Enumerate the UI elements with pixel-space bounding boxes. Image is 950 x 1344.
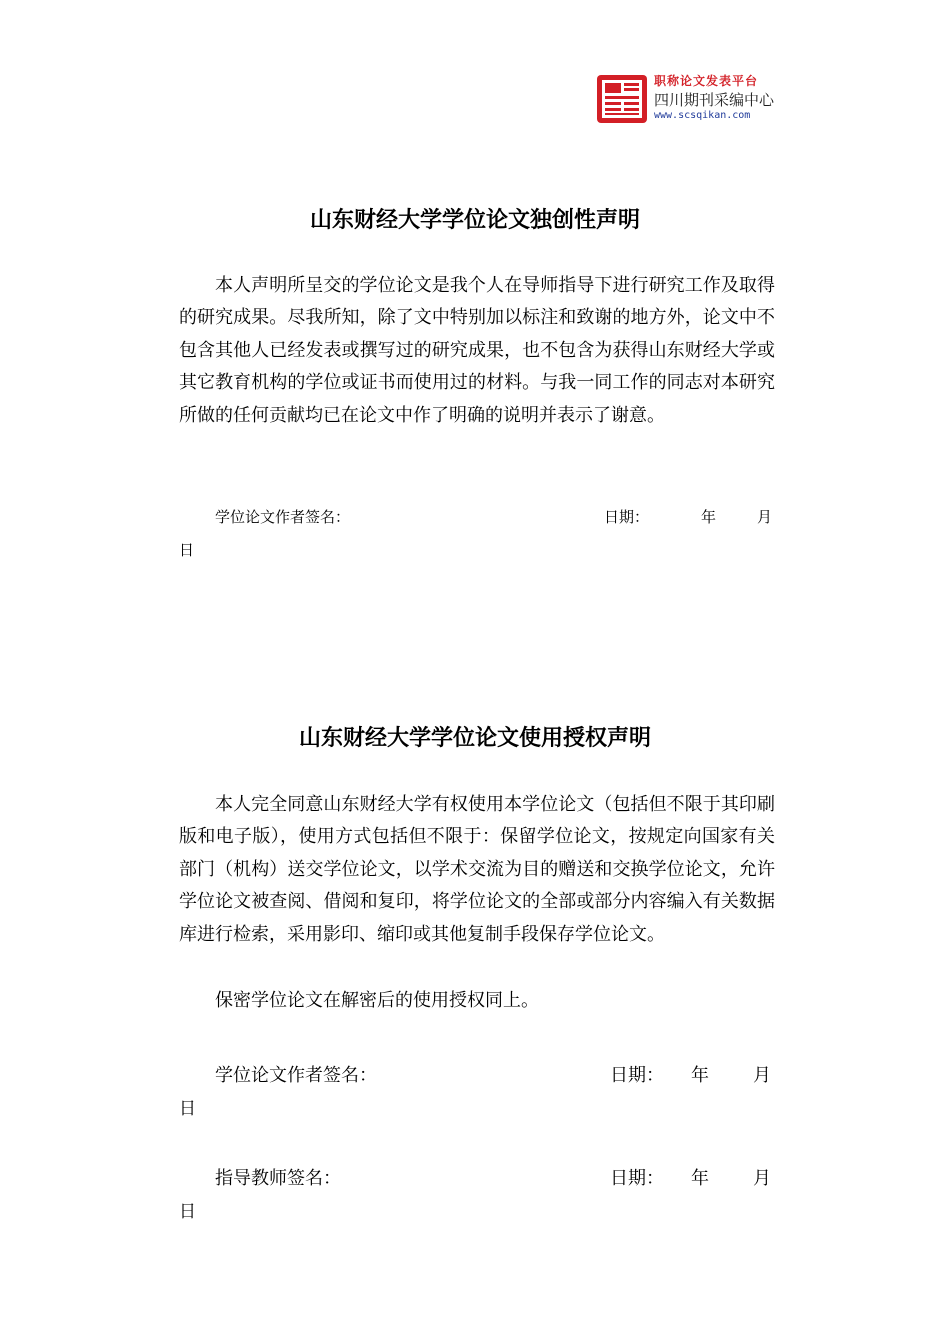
year-label: 年 (691, 1168, 709, 1189)
advisor-signature-line (179, 1164, 775, 1190)
year-label: 年 (691, 1065, 709, 1086)
originality-declaration-text: 本人声明所呈交的学位论文是我个人在导师指导下进行研究工作及取得的研究成果。尽我所知，除了文中特别加以标注和致谢的地方外，论文中不包含其他人已经发表或撰写过的研究成果，也不包含为获得山东财经大学或其它教育机构的学位或证书而使用过的材料。与我一同工作的同志对本研究所做的任何贡献均已在论文中作了明确的说明并表示了谢意。 (179, 275, 775, 426)
day-label: 日 (179, 1099, 196, 1119)
logo-name: 四川期刊采编中心 (654, 91, 775, 109)
authorization-declaration-text: 本人完全同意山东财经大学有权使用本学位论文（包括但不限于其印刷版和电子版），使用方式包括但不限于：保留学位论文，按规定向国家有关部门（机构）送交学位论文，以学术交流为目的赠送和交换学位论文，允许学位论文被查阅、借阅和复印，将学位论文的全部或部分内容编入有关数据库进行检索，采用影印、缩印或其他复制手段保存学位论文。 (179, 794, 775, 945)
author-signature-label: 学位论文作者签名： (215, 1065, 377, 1086)
author-signature-label: 学位论文作者签名： (215, 508, 351, 526)
month-label: 月 (753, 1065, 771, 1086)
day-label: 日 (179, 1202, 196, 1222)
authorization-declaration-title: 山东财经大学学位论文使用授权声明 (298, 726, 651, 751)
day-label: 日 (179, 541, 195, 559)
confidential-thesis-note: 保密学位论文在解密后的使用授权同上。 (215, 990, 539, 1011)
logo-slogan: 职称论文发表平台 (654, 74, 759, 88)
author-signature-line (179, 506, 775, 532)
logo-url: www.scsqikan.com (654, 110, 751, 121)
advisor-signature-label: 指导教师签名： (215, 1168, 341, 1189)
author-signature-line (179, 1061, 775, 1087)
date-label: 日期： (604, 508, 650, 526)
originality-declaration-title: 山东财经大学学位论文独创性声明 (309, 208, 640, 233)
date-label: 日期： (610, 1168, 664, 1189)
date-label: 日期： (610, 1065, 664, 1086)
month-label: 月 (757, 508, 773, 526)
year-label: 年 (701, 508, 717, 526)
month-label: 月 (753, 1168, 771, 1189)
newspaper-icon (596, 74, 648, 124)
publisher-logo (596, 72, 796, 128)
